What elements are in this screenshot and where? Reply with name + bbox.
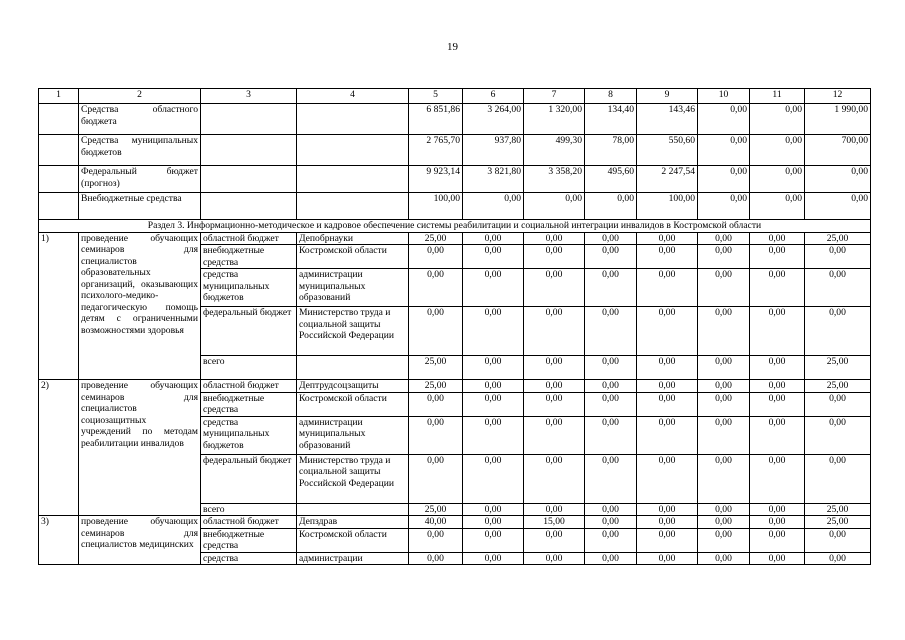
column-header: 8 [585,89,637,104]
empty-cell [201,135,297,166]
value-cell: 0,00 [637,380,698,393]
value-cell: 0,00 [585,392,637,416]
value-cell: 0,00 [698,454,750,503]
value-cell: 2 765,70 [409,135,463,166]
summary-row [39,104,871,135]
summary-row [39,193,871,220]
value-cell: 495,60 [585,166,637,193]
value-cell: 0,00 [585,245,637,269]
value-cell: 0,00 [750,516,805,529]
value-cell: 937,80 [463,135,524,166]
row-number-cell [39,193,79,220]
funding-source-cell: федеральный бюджет [201,454,297,503]
value-cell: 0,00 [750,193,805,220]
executor-cell: Министерство труда и социальной защиты Российской Федерации [297,307,409,356]
value-cell: 0,00 [585,232,637,245]
value-cell: 1 320,00 [524,104,585,135]
value-cell: 0,00 [524,193,585,220]
value-cell: 0,00 [463,552,524,565]
funding-source-cell: средства муниципальных бюджетов [201,269,297,307]
value-cell: 0,00 [750,356,805,380]
value-cell: 0,00 [750,269,805,307]
item-row [39,232,871,245]
value-cell: 0,00 [750,307,805,356]
empty-cell [201,166,297,193]
value-cell: 15,00 [524,516,585,529]
value-cell: 0,00 [409,528,463,552]
funding-source-label: Внебюджетные средства [79,193,201,220]
value-cell: 0,00 [637,528,698,552]
empty-cell [297,104,409,135]
column-header: 1 [39,89,79,104]
value-cell: 0,00 [524,392,585,416]
value-cell: 0,00 [463,269,524,307]
column-header: 5 [409,89,463,104]
value-cell: 25,00 [409,356,463,380]
value-cell: 0,00 [585,380,637,393]
value-cell: 3 358,20 [524,166,585,193]
value-cell: 0,00 [585,356,637,380]
value-cell: 0,00 [463,232,524,245]
value-cell: 0,00 [698,135,750,166]
column-header: 7 [524,89,585,104]
value-cell: 0,00 [750,166,805,193]
value-cell: 0,00 [698,307,750,356]
item-description: проведение обучающих семинаров для специалистов медицинских [79,516,201,565]
value-cell: 0,00 [805,392,871,416]
value-cell: 0,00 [585,503,637,516]
value-cell: 1 990,00 [805,104,871,135]
section-title: Раздел 3. Информационно-методическое и кадровое обеспечение системы реабилитации и социальной интеграции инвалидов в Костромской области [39,220,871,233]
value-cell: 0,00 [409,454,463,503]
executor-cell: администрации муниципальных образований [297,269,409,307]
value-cell: 0,00 [409,245,463,269]
item-number: 3) [39,516,79,565]
executor-cell: Костромской области [297,528,409,552]
value-cell: 25,00 [409,503,463,516]
value-cell: 0,00 [585,552,637,565]
value-cell: 25,00 [805,232,871,245]
executor-cell: Депздрав [297,516,409,529]
executor-cell: Министерство труда и социальной защиты Российской Федерации [297,454,409,503]
value-cell: 0,00 [585,307,637,356]
value-cell: 0,00 [698,193,750,220]
value-cell: 25,00 [805,356,871,380]
column-header: 6 [463,89,524,104]
funding-source-cell: всего [201,503,297,516]
row-number-cell [39,166,79,193]
funding-source-cell: внебюджетные средства [201,245,297,269]
value-cell: 0,00 [637,516,698,529]
item-row [39,516,871,529]
item-number: 2) [39,380,79,516]
value-cell: 0,00 [637,356,698,380]
executor-cell: Депобрнауки [297,232,409,245]
row-number-cell [39,135,79,166]
value-cell: 0,00 [463,516,524,529]
value-cell: 0,00 [698,552,750,565]
value-cell: 0,00 [805,245,871,269]
section-row [39,220,871,233]
value-cell: 0,00 [698,104,750,135]
value-cell: 0,00 [698,245,750,269]
value-cell: 0,00 [805,416,871,454]
value-cell: 0,00 [698,269,750,307]
executor-cell: Дептрудсоцзащиты [297,380,409,393]
value-cell: 9 923,14 [409,166,463,193]
value-cell: 0,00 [750,232,805,245]
value-cell: 0,00 [524,245,585,269]
value-cell: 0,00 [805,193,871,220]
funding-source-cell: областной бюджет [201,380,297,393]
column-header: 12 [805,89,871,104]
header-row [39,89,871,104]
value-cell: 0,00 [698,380,750,393]
executor-cell: администрации [297,552,409,565]
column-header: 2 [79,89,201,104]
value-cell: 0,00 [750,380,805,393]
funding-source-cell: всего [201,356,297,380]
executor-cell [297,503,409,516]
value-cell: 0,00 [524,307,585,356]
value-cell: 499,30 [524,135,585,166]
value-cell: 0,00 [463,380,524,393]
value-cell: 0,00 [585,193,637,220]
value-cell: 25,00 [805,380,871,393]
value-cell: 0,00 [524,454,585,503]
value-cell: 0,00 [463,528,524,552]
value-cell: 40,00 [409,516,463,529]
value-cell: 0,00 [463,416,524,454]
value-cell: 0,00 [805,528,871,552]
executor-cell: Костромской области [297,245,409,269]
value-cell: 0,00 [698,416,750,454]
value-cell: 0,00 [637,503,698,516]
value-cell: 0,00 [524,232,585,245]
value-cell: 0,00 [463,503,524,516]
value-cell: 100,00 [637,193,698,220]
item-description: проведение обучающих семинаров для специалистов социозащитных учреждений по методам реабилитации инвалидов [79,380,201,516]
funding-source-label: Средства муниципальных бюджетов [79,135,201,166]
value-cell: 0,00 [805,454,871,503]
value-cell: 134,40 [585,104,637,135]
funding-source-cell: средства [201,552,297,565]
value-cell: 25,00 [805,516,871,529]
value-cell: 0,00 [805,307,871,356]
funding-source-label: Федеральный бюджет (прогноз) [79,166,201,193]
value-cell: 0,00 [524,356,585,380]
value-cell: 0,00 [637,552,698,565]
empty-cell [297,135,409,166]
value-cell: 0,00 [463,307,524,356]
empty-cell [201,104,297,135]
value-cell: 0,00 [524,416,585,454]
value-cell: 0,00 [750,454,805,503]
value-cell: 0,00 [637,269,698,307]
value-cell: 0,00 [463,245,524,269]
value-cell: 100,00 [409,193,463,220]
value-cell: 0,00 [805,269,871,307]
value-cell: 0,00 [750,245,805,269]
value-cell: 0,00 [585,516,637,529]
executor-cell [297,356,409,380]
value-cell: 0,00 [750,552,805,565]
value-cell: 3 821,80 [463,166,524,193]
value-cell: 3 264,00 [463,104,524,135]
executor-cell: Костромской области [297,392,409,416]
value-cell: 0,00 [463,193,524,220]
value-cell: 0,00 [637,392,698,416]
empty-cell [297,166,409,193]
value-cell: 0,00 [463,356,524,380]
value-cell: 0,00 [698,232,750,245]
value-cell: 0,00 [750,528,805,552]
value-cell: 25,00 [409,380,463,393]
value-cell: 0,00 [637,454,698,503]
item-number: 1) [39,232,79,380]
value-cell: 2 247,54 [637,166,698,193]
column-header: 10 [698,89,750,104]
value-cell: 0,00 [698,166,750,193]
empty-cell [201,193,297,220]
value-cell: 0,00 [637,245,698,269]
value-cell: 0,00 [585,454,637,503]
funding-source-cell: областной бюджет [201,232,297,245]
value-cell: 0,00 [750,503,805,516]
summary-row [39,135,871,166]
value-cell: 0,00 [750,392,805,416]
funding-source-label: Средства областного бюджета [79,104,201,135]
value-cell: 0,00 [637,416,698,454]
column-header: 11 [750,89,805,104]
value-cell: 0,00 [637,232,698,245]
value-cell: 0,00 [805,552,871,565]
value-cell: 25,00 [409,232,463,245]
value-cell: 0,00 [698,356,750,380]
value-cell: 0,00 [585,528,637,552]
value-cell: 0,00 [524,269,585,307]
value-cell: 0,00 [637,307,698,356]
funding-source-cell: внебюджетные средства [201,392,297,416]
column-header: 9 [637,89,698,104]
value-cell: 700,00 [805,135,871,166]
value-cell: 0,00 [463,392,524,416]
value-cell: 0,00 [409,392,463,416]
column-header: 3 [201,89,297,104]
value-cell: 0,00 [698,503,750,516]
value-cell: 0,00 [524,503,585,516]
executor-cell: администрации муниципальных образований [297,416,409,454]
value-cell: 0,00 [585,269,637,307]
value-cell: 0,00 [409,269,463,307]
value-cell: 25,00 [805,503,871,516]
value-cell: 78,00 [585,135,637,166]
value-cell: 0,00 [463,454,524,503]
value-cell: 143,46 [637,104,698,135]
value-cell: 0,00 [409,307,463,356]
funding-source-cell: областной бюджет [201,516,297,529]
budget-table [38,88,871,565]
value-cell: 0,00 [409,416,463,454]
funding-source-cell: внебюджетные средства [201,528,297,552]
value-cell: 0,00 [524,380,585,393]
value-cell: 0,00 [750,104,805,135]
value-cell: 0,00 [585,416,637,454]
column-header: 4 [297,89,409,104]
value-cell: 0,00 [750,416,805,454]
value-cell: 0,00 [698,516,750,529]
funding-source-cell: федеральный бюджет [201,307,297,356]
value-cell: 0,00 [750,135,805,166]
item-description: проведение обучающих семинаров для специалистов образовательных организаций, оказывающих психолого-медико-педагогическую помощь детям с ограниченными возможностями здоровья [79,232,201,380]
summary-row [39,166,871,193]
value-cell: 0,00 [524,528,585,552]
value-cell: 0,00 [698,528,750,552]
row-number-cell [39,104,79,135]
value-cell: 0,00 [698,392,750,416]
empty-cell [297,193,409,220]
page-number: 19 [447,41,458,53]
value-cell: 6 851,86 [409,104,463,135]
value-cell: 550,60 [637,135,698,166]
value-cell: 0,00 [524,552,585,565]
value-cell: 0,00 [805,166,871,193]
item-row [39,380,871,393]
funding-source-cell: средства муниципальных бюджетов [201,416,297,454]
value-cell: 0,00 [409,552,463,565]
